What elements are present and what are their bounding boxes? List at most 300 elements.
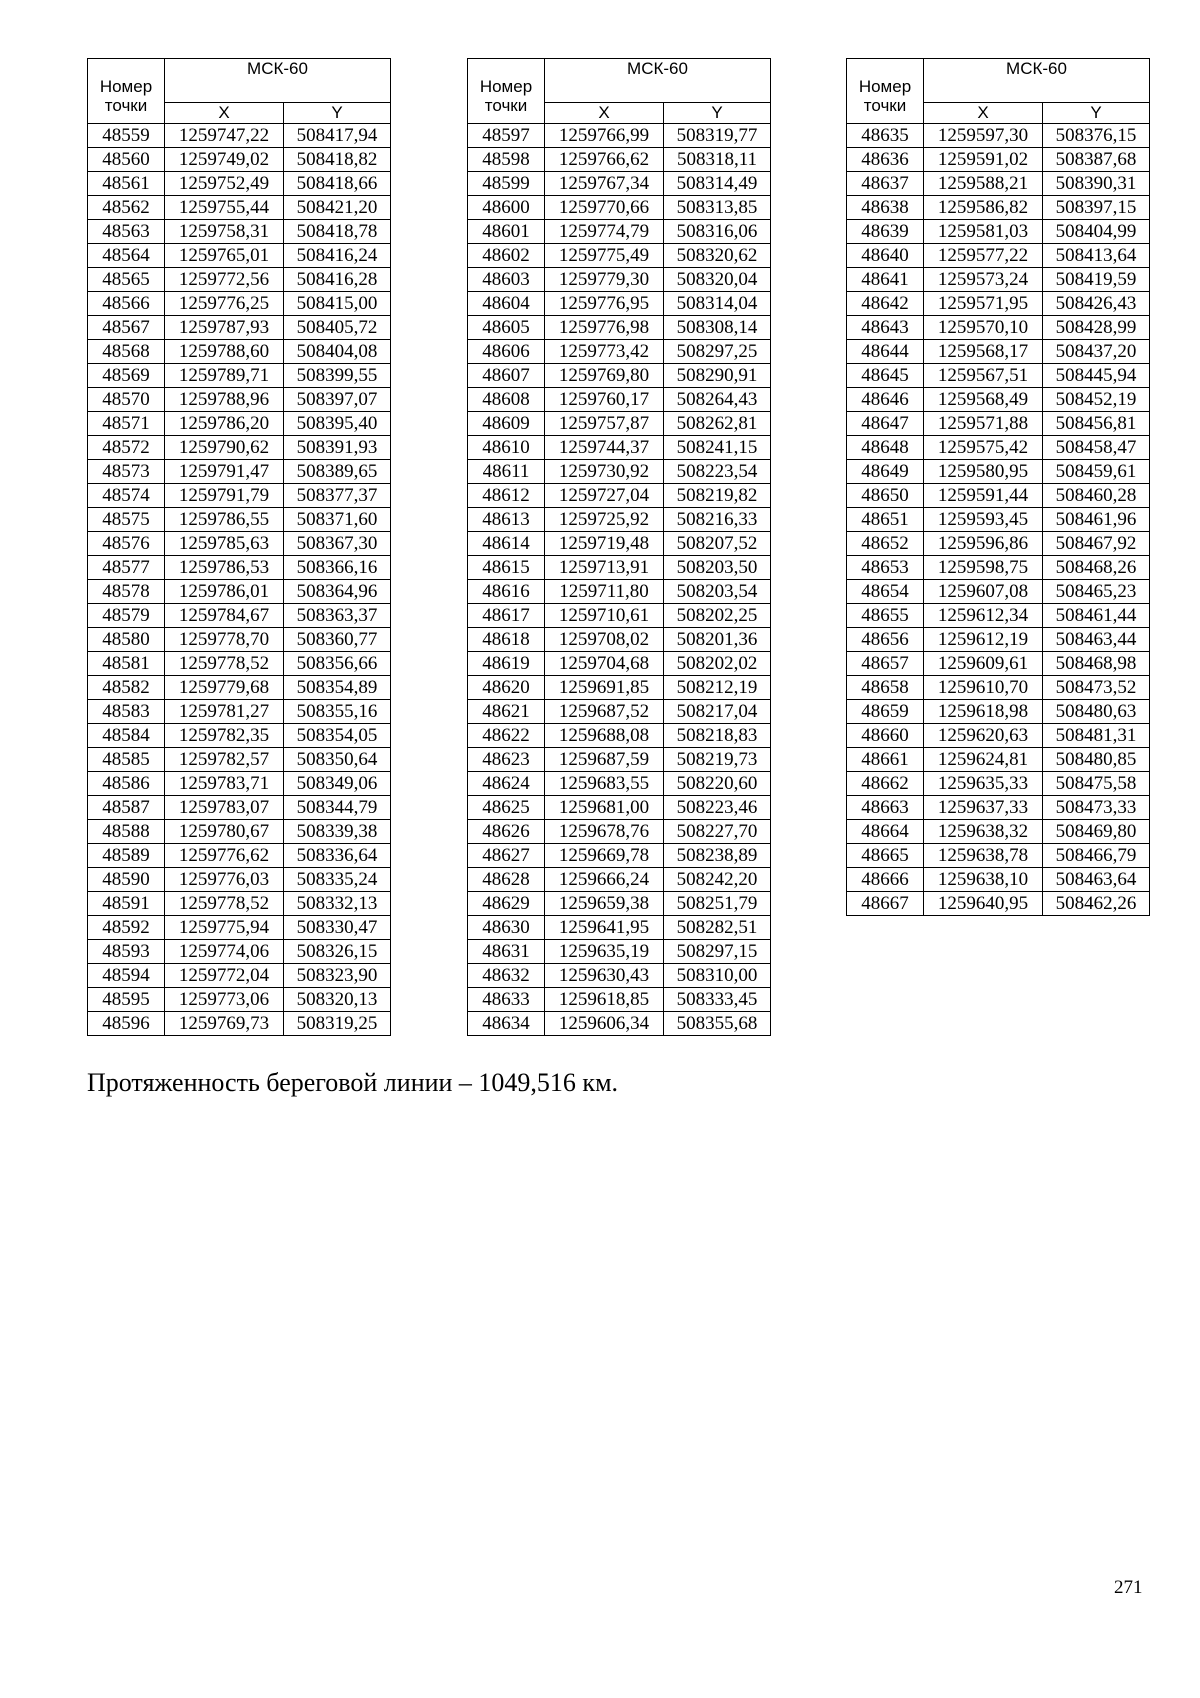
y-coordinate-cell: 508314,04 bbox=[664, 292, 771, 316]
point-number-header: Номер точки bbox=[847, 59, 924, 124]
point-number-cell: 48664 bbox=[847, 820, 924, 844]
y-coordinate-cell: 508468,26 bbox=[1043, 556, 1150, 580]
table-row bbox=[88, 820, 391, 844]
shoreline-length-text: Протяженность береговой линии – 1049,516 км. bbox=[87, 1068, 619, 1097]
y-coordinate-cell: 508308,14 bbox=[664, 316, 771, 340]
y-coordinate-cell: 508227,70 bbox=[664, 820, 771, 844]
x-coordinate-cell: 1259788,96 bbox=[165, 388, 284, 412]
x-coordinate-cell: 1259779,68 bbox=[165, 676, 284, 700]
x-coordinate-cell: 1259775,49 bbox=[545, 244, 664, 268]
table-row bbox=[847, 340, 1150, 364]
table-row bbox=[88, 988, 391, 1012]
table-row bbox=[468, 988, 771, 1012]
table-row bbox=[88, 772, 391, 796]
table-row bbox=[88, 532, 391, 556]
x-coordinate-cell: 1259678,76 bbox=[545, 820, 664, 844]
y-coordinate-cell: 508416,28 bbox=[284, 268, 391, 292]
y-coordinate-cell: 508371,60 bbox=[284, 508, 391, 532]
x-coordinate-cell: 1259781,27 bbox=[165, 700, 284, 724]
table-body bbox=[468, 124, 771, 1036]
x-coordinate-cell: 1259596,86 bbox=[924, 532, 1043, 556]
table-row bbox=[468, 340, 771, 364]
table-row bbox=[468, 244, 771, 268]
point-number-cell: 48569 bbox=[88, 364, 165, 388]
y-coordinate-cell: 508413,64 bbox=[1043, 244, 1150, 268]
point-number-cell: 48572 bbox=[88, 436, 165, 460]
point-number-cell: 48561 bbox=[88, 172, 165, 196]
table-body bbox=[88, 124, 391, 1036]
point-number-cell: 48665 bbox=[847, 844, 924, 868]
point-number-cell: 48619 bbox=[468, 652, 545, 676]
table-row bbox=[847, 124, 1150, 148]
table-row bbox=[88, 292, 391, 316]
table-row bbox=[88, 748, 391, 772]
point-number-cell: 48577 bbox=[88, 556, 165, 580]
table-row bbox=[468, 700, 771, 724]
x-coordinate-cell: 1259776,95 bbox=[545, 292, 664, 316]
y-coordinate-cell: 508262,81 bbox=[664, 412, 771, 436]
x-coordinate-cell: 1259779,30 bbox=[545, 268, 664, 292]
table-row bbox=[88, 700, 391, 724]
y-coordinate-cell: 508202,02 bbox=[664, 652, 771, 676]
x-coordinate-cell: 1259609,61 bbox=[924, 652, 1043, 676]
y-coordinate-cell: 508465,23 bbox=[1043, 580, 1150, 604]
table-row bbox=[468, 676, 771, 700]
point-number-cell: 48610 bbox=[468, 436, 545, 460]
table-row bbox=[88, 220, 391, 244]
y-coordinate-cell: 508203,54 bbox=[664, 580, 771, 604]
y-coordinate-cell: 508349,06 bbox=[284, 772, 391, 796]
point-number-cell: 48638 bbox=[847, 196, 924, 220]
y-coordinate-cell: 508463,64 bbox=[1043, 868, 1150, 892]
y-coordinate-cell: 508333,45 bbox=[664, 988, 771, 1012]
point-number-cell: 48600 bbox=[468, 196, 545, 220]
point-number-cell: 48666 bbox=[847, 868, 924, 892]
point-number-cell: 48563 bbox=[88, 220, 165, 244]
point-number-cell: 48588 bbox=[88, 820, 165, 844]
x-coordinate-cell: 1259573,24 bbox=[924, 268, 1043, 292]
table-row bbox=[88, 580, 391, 604]
table-row bbox=[468, 412, 771, 436]
y-coordinate-cell: 508466,79 bbox=[1043, 844, 1150, 868]
y-coordinate-cell: 508395,40 bbox=[284, 412, 391, 436]
table-row bbox=[468, 580, 771, 604]
y-coordinate-cell: 508397,15 bbox=[1043, 196, 1150, 220]
x-coordinate-cell: 1259774,06 bbox=[165, 940, 284, 964]
table-row bbox=[468, 292, 771, 316]
x-coordinate-cell: 1259598,75 bbox=[924, 556, 1043, 580]
table-row bbox=[847, 628, 1150, 652]
y-coordinate-cell: 508376,15 bbox=[1043, 124, 1150, 148]
x-coordinate-cell: 1259747,22 bbox=[165, 124, 284, 148]
x-coordinate-cell: 1259749,02 bbox=[165, 148, 284, 172]
point-number-cell: 48583 bbox=[88, 700, 165, 724]
point-number-cell: 48595 bbox=[88, 988, 165, 1012]
y-coordinate-cell: 508456,81 bbox=[1043, 412, 1150, 436]
table-row bbox=[88, 412, 391, 436]
y-coordinate-cell: 508354,05 bbox=[284, 724, 391, 748]
y-coordinate-cell: 508418,66 bbox=[284, 172, 391, 196]
x-coordinate-cell: 1259776,98 bbox=[545, 316, 664, 340]
table-row bbox=[847, 388, 1150, 412]
table-row bbox=[88, 724, 391, 748]
point-number-cell: 48597 bbox=[468, 124, 545, 148]
y-coordinate-cell: 508297,25 bbox=[664, 340, 771, 364]
y-coordinate-cell: 508390,31 bbox=[1043, 172, 1150, 196]
x-coordinate-cell: 1259769,73 bbox=[165, 1012, 284, 1036]
y-header: Y bbox=[1043, 103, 1150, 124]
table-row bbox=[88, 124, 391, 148]
x-coordinate-cell: 1259687,52 bbox=[545, 700, 664, 724]
table-row bbox=[847, 556, 1150, 580]
y-coordinate-cell: 508480,85 bbox=[1043, 748, 1150, 772]
y-coordinate-cell: 508360,77 bbox=[284, 628, 391, 652]
x-header: X bbox=[165, 103, 284, 124]
x-coordinate-cell: 1259787,93 bbox=[165, 316, 284, 340]
table-row bbox=[468, 772, 771, 796]
point-number-cell: 48618 bbox=[468, 628, 545, 652]
x-coordinate-cell: 1259725,92 bbox=[545, 508, 664, 532]
x-coordinate-cell: 1259580,95 bbox=[924, 460, 1043, 484]
table-row bbox=[847, 412, 1150, 436]
point-number-cell: 48644 bbox=[847, 340, 924, 364]
table-row bbox=[88, 892, 391, 916]
point-number-cell: 48573 bbox=[88, 460, 165, 484]
point-number-cell: 48576 bbox=[88, 532, 165, 556]
y-coordinate-cell: 508355,16 bbox=[284, 700, 391, 724]
point-number-cell: 48614 bbox=[468, 532, 545, 556]
y-coordinate-cell: 508463,44 bbox=[1043, 628, 1150, 652]
x-coordinate-cell: 1259640,95 bbox=[924, 892, 1043, 916]
point-number-cell: 48580 bbox=[88, 628, 165, 652]
y-coordinate-cell: 508461,44 bbox=[1043, 604, 1150, 628]
point-number-cell: 48643 bbox=[847, 316, 924, 340]
x-coordinate-cell: 1259786,55 bbox=[165, 508, 284, 532]
x-coordinate-cell: 1259776,25 bbox=[165, 292, 284, 316]
point-number-header: Номер точки bbox=[88, 59, 165, 124]
y-coordinate-cell: 508323,90 bbox=[284, 964, 391, 988]
x-coordinate-cell: 1259786,01 bbox=[165, 580, 284, 604]
point-number-cell: 48639 bbox=[847, 220, 924, 244]
x-coordinate-cell: 1259638,32 bbox=[924, 820, 1043, 844]
table-row bbox=[88, 148, 391, 172]
y-coordinate-cell: 508335,24 bbox=[284, 868, 391, 892]
point-number-cell: 48621 bbox=[468, 700, 545, 724]
point-number-cell: 48658 bbox=[847, 676, 924, 700]
point-number-cell: 48627 bbox=[468, 844, 545, 868]
point-number-cell: 48599 bbox=[468, 172, 545, 196]
x-coordinate-cell: 1259570,10 bbox=[924, 316, 1043, 340]
x-coordinate-cell: 1259791,79 bbox=[165, 484, 284, 508]
table-row bbox=[847, 532, 1150, 556]
point-number-cell: 48661 bbox=[847, 748, 924, 772]
table-row bbox=[847, 268, 1150, 292]
x-coordinate-cell: 1259719,48 bbox=[545, 532, 664, 556]
y-coordinate-cell: 508391,93 bbox=[284, 436, 391, 460]
point-number-cell: 48646 bbox=[847, 388, 924, 412]
point-number-cell: 48641 bbox=[847, 268, 924, 292]
point-number-cell: 48628 bbox=[468, 868, 545, 892]
table-row bbox=[88, 316, 391, 340]
table-row bbox=[88, 340, 391, 364]
point-number-cell: 48630 bbox=[468, 916, 545, 940]
table-row bbox=[847, 868, 1150, 892]
table-row bbox=[468, 844, 771, 868]
y-coordinate-cell: 508242,20 bbox=[664, 868, 771, 892]
y-coordinate-cell: 508212,19 bbox=[664, 676, 771, 700]
x-coordinate-cell: 1259758,31 bbox=[165, 220, 284, 244]
point-number-cell: 48596 bbox=[88, 1012, 165, 1036]
y-coordinate-cell: 508356,66 bbox=[284, 652, 391, 676]
y-coordinate-cell: 508282,51 bbox=[664, 916, 771, 940]
table-row bbox=[468, 172, 771, 196]
point-number-cell: 48570 bbox=[88, 388, 165, 412]
point-number-cell: 48650 bbox=[847, 484, 924, 508]
y-coordinate-cell: 508445,94 bbox=[1043, 364, 1150, 388]
table-row bbox=[468, 916, 771, 940]
table-row bbox=[88, 388, 391, 412]
table-row bbox=[468, 748, 771, 772]
point-number-cell: 48629 bbox=[468, 892, 545, 916]
x-coordinate-cell: 1259765,01 bbox=[165, 244, 284, 268]
x-coordinate-cell: 1259641,95 bbox=[545, 916, 664, 940]
y-coordinate-cell: 508219,82 bbox=[664, 484, 771, 508]
table-row bbox=[88, 268, 391, 292]
y-coordinate-cell: 508481,31 bbox=[1043, 724, 1150, 748]
y-coordinate-cell: 508355,68 bbox=[664, 1012, 771, 1036]
point-number-cell: 48652 bbox=[847, 532, 924, 556]
x-coordinate-cell: 1259597,30 bbox=[924, 124, 1043, 148]
x-coordinate-cell: 1259659,38 bbox=[545, 892, 664, 916]
x-coordinate-cell: 1259772,04 bbox=[165, 964, 284, 988]
table-row bbox=[88, 940, 391, 964]
x-coordinate-cell: 1259612,34 bbox=[924, 604, 1043, 628]
point-number-header: Номер точки bbox=[468, 59, 545, 124]
table-row bbox=[88, 460, 391, 484]
point-number-cell: 48574 bbox=[88, 484, 165, 508]
y-coordinate-cell: 508363,37 bbox=[284, 604, 391, 628]
point-number-cell: 48615 bbox=[468, 556, 545, 580]
point-number-cell: 48642 bbox=[847, 292, 924, 316]
y-coordinate-cell: 508316,06 bbox=[664, 220, 771, 244]
table-row bbox=[468, 484, 771, 508]
table-row bbox=[88, 508, 391, 532]
point-number-cell: 48607 bbox=[468, 364, 545, 388]
table-row bbox=[847, 652, 1150, 676]
coordinate-system-header: МСК-60 bbox=[545, 59, 771, 103]
y-coordinate-cell: 508201,36 bbox=[664, 628, 771, 652]
table-row bbox=[88, 364, 391, 388]
x-coordinate-cell: 1259571,95 bbox=[924, 292, 1043, 316]
point-number-cell: 48626 bbox=[468, 820, 545, 844]
x-coordinate-cell: 1259588,21 bbox=[924, 172, 1043, 196]
y-coordinate-cell: 508366,16 bbox=[284, 556, 391, 580]
table-row bbox=[88, 172, 391, 196]
table-row bbox=[88, 844, 391, 868]
y-coordinate-cell: 508452,19 bbox=[1043, 388, 1150, 412]
x-coordinate-cell: 1259571,88 bbox=[924, 412, 1043, 436]
y-coordinate-cell: 508367,30 bbox=[284, 532, 391, 556]
x-coordinate-cell: 1259767,34 bbox=[545, 172, 664, 196]
point-number-cell: 48663 bbox=[847, 796, 924, 820]
x-coordinate-cell: 1259618,98 bbox=[924, 700, 1043, 724]
table-row bbox=[468, 940, 771, 964]
point-number-cell: 48622 bbox=[468, 724, 545, 748]
y-coordinate-cell: 508473,33 bbox=[1043, 796, 1150, 820]
table-row bbox=[847, 700, 1150, 724]
x-coordinate-cell: 1259791,47 bbox=[165, 460, 284, 484]
y-coordinate-cell: 508202,25 bbox=[664, 604, 771, 628]
point-number-cell: 48565 bbox=[88, 268, 165, 292]
point-number-cell: 48611 bbox=[468, 460, 545, 484]
x-coordinate-cell: 1259711,80 bbox=[545, 580, 664, 604]
y-coordinate-cell: 508417,94 bbox=[284, 124, 391, 148]
x-coordinate-cell: 1259691,85 bbox=[545, 676, 664, 700]
table-row bbox=[847, 244, 1150, 268]
table-row bbox=[88, 676, 391, 700]
y-coordinate-cell: 508419,59 bbox=[1043, 268, 1150, 292]
table-row bbox=[468, 964, 771, 988]
point-number-cell: 48656 bbox=[847, 628, 924, 652]
y-coordinate-cell: 508320,04 bbox=[664, 268, 771, 292]
table-row bbox=[468, 364, 771, 388]
y-coordinate-cell: 508251,79 bbox=[664, 892, 771, 916]
y-coordinate-cell: 508203,50 bbox=[664, 556, 771, 580]
x-coordinate-cell: 1259618,85 bbox=[545, 988, 664, 1012]
table-row bbox=[847, 196, 1150, 220]
table-row bbox=[847, 364, 1150, 388]
table-row bbox=[847, 148, 1150, 172]
table-row bbox=[847, 820, 1150, 844]
point-number-cell: 48635 bbox=[847, 124, 924, 148]
table-row bbox=[468, 196, 771, 220]
point-number-cell: 48645 bbox=[847, 364, 924, 388]
y-coordinate-cell: 508462,26 bbox=[1043, 892, 1150, 916]
point-number-cell: 48651 bbox=[847, 508, 924, 532]
table-row bbox=[468, 268, 771, 292]
table-row bbox=[88, 652, 391, 676]
x-coordinate-cell: 1259666,24 bbox=[545, 868, 664, 892]
y-coordinate-cell: 508404,08 bbox=[284, 340, 391, 364]
table-row bbox=[847, 724, 1150, 748]
y-coordinate-cell: 508207,52 bbox=[664, 532, 771, 556]
table-row bbox=[468, 1012, 771, 1036]
x-coordinate-cell: 1259783,07 bbox=[165, 796, 284, 820]
table-body bbox=[847, 124, 1150, 916]
y-coordinate-cell: 508364,96 bbox=[284, 580, 391, 604]
table-row bbox=[88, 1012, 391, 1036]
x-coordinate-cell: 1259593,45 bbox=[924, 508, 1043, 532]
x-coordinate-cell: 1259770,66 bbox=[545, 196, 664, 220]
y-coordinate-cell: 508350,64 bbox=[284, 748, 391, 772]
x-coordinate-cell: 1259638,78 bbox=[924, 844, 1043, 868]
point-number-cell: 48631 bbox=[468, 940, 545, 964]
point-number-cell: 48592 bbox=[88, 916, 165, 940]
x-coordinate-cell: 1259591,44 bbox=[924, 484, 1043, 508]
x-coordinate-cell: 1259681,00 bbox=[545, 796, 664, 820]
x-coordinate-cell: 1259568,17 bbox=[924, 340, 1043, 364]
table-header bbox=[468, 59, 771, 124]
y-coordinate-cell: 508458,47 bbox=[1043, 436, 1150, 460]
x-coordinate-cell: 1259776,03 bbox=[165, 868, 284, 892]
y-coordinate-cell: 508290,91 bbox=[664, 364, 771, 388]
table-row bbox=[88, 628, 391, 652]
x-header: X bbox=[545, 103, 664, 124]
x-coordinate-cell: 1259752,49 bbox=[165, 172, 284, 196]
y-coordinate-cell: 508314,49 bbox=[664, 172, 771, 196]
y-coordinate-cell: 508310,00 bbox=[664, 964, 771, 988]
x-coordinate-cell: 1259760,17 bbox=[545, 388, 664, 412]
table-row bbox=[468, 460, 771, 484]
y-coordinate-cell: 508416,24 bbox=[284, 244, 391, 268]
table-row bbox=[88, 868, 391, 892]
x-coordinate-cell: 1259744,37 bbox=[545, 436, 664, 460]
x-coordinate-cell: 1259780,67 bbox=[165, 820, 284, 844]
x-coordinate-cell: 1259757,87 bbox=[545, 412, 664, 436]
x-coordinate-cell: 1259688,08 bbox=[545, 724, 664, 748]
y-coordinate-cell: 508418,78 bbox=[284, 220, 391, 244]
table-row bbox=[468, 724, 771, 748]
point-number-cell: 48653 bbox=[847, 556, 924, 580]
x-coordinate-cell: 1259773,42 bbox=[545, 340, 664, 364]
table-row bbox=[468, 436, 771, 460]
y-coordinate-cell: 508404,99 bbox=[1043, 220, 1150, 244]
table-row bbox=[847, 748, 1150, 772]
x-coordinate-cell: 1259704,68 bbox=[545, 652, 664, 676]
x-coordinate-cell: 1259783,71 bbox=[165, 772, 284, 796]
point-number-cell: 48586 bbox=[88, 772, 165, 796]
x-header: X bbox=[924, 103, 1043, 124]
point-number-cell: 48620 bbox=[468, 676, 545, 700]
x-coordinate-cell: 1259727,04 bbox=[545, 484, 664, 508]
table-row bbox=[847, 676, 1150, 700]
table-header bbox=[88, 59, 391, 124]
y-coordinate-cell: 508313,85 bbox=[664, 196, 771, 220]
x-coordinate-cell: 1259708,02 bbox=[545, 628, 664, 652]
page-number: 271 bbox=[1114, 1577, 1143, 1598]
table-row bbox=[847, 436, 1150, 460]
x-coordinate-cell: 1259630,43 bbox=[545, 964, 664, 988]
y-coordinate-cell: 508344,79 bbox=[284, 796, 391, 820]
y-coordinate-cell: 508219,73 bbox=[664, 748, 771, 772]
table-row bbox=[468, 796, 771, 820]
x-coordinate-cell: 1259586,82 bbox=[924, 196, 1043, 220]
y-coordinate-cell: 508332,13 bbox=[284, 892, 391, 916]
y-header: Y bbox=[284, 103, 391, 124]
y-coordinate-cell: 508320,62 bbox=[664, 244, 771, 268]
x-coordinate-cell: 1259789,71 bbox=[165, 364, 284, 388]
y-coordinate-cell: 508241,15 bbox=[664, 436, 771, 460]
x-coordinate-cell: 1259790,62 bbox=[165, 436, 284, 460]
x-coordinate-cell: 1259755,44 bbox=[165, 196, 284, 220]
y-coordinate-cell: 508217,04 bbox=[664, 700, 771, 724]
table-row bbox=[847, 844, 1150, 868]
table-row bbox=[468, 124, 771, 148]
y-coordinate-cell: 508460,28 bbox=[1043, 484, 1150, 508]
point-number-cell: 48616 bbox=[468, 580, 545, 604]
x-coordinate-cell: 1259637,33 bbox=[924, 796, 1043, 820]
x-coordinate-cell: 1259773,06 bbox=[165, 988, 284, 1012]
point-number-cell: 48624 bbox=[468, 772, 545, 796]
y-coordinate-cell: 508223,46 bbox=[664, 796, 771, 820]
x-coordinate-cell: 1259778,52 bbox=[165, 652, 284, 676]
point-number-cell: 48633 bbox=[468, 988, 545, 1012]
y-coordinate-cell: 508216,33 bbox=[664, 508, 771, 532]
table-row bbox=[468, 316, 771, 340]
table-row bbox=[847, 772, 1150, 796]
x-coordinate-cell: 1259567,51 bbox=[924, 364, 1043, 388]
x-coordinate-cell: 1259766,62 bbox=[545, 148, 664, 172]
